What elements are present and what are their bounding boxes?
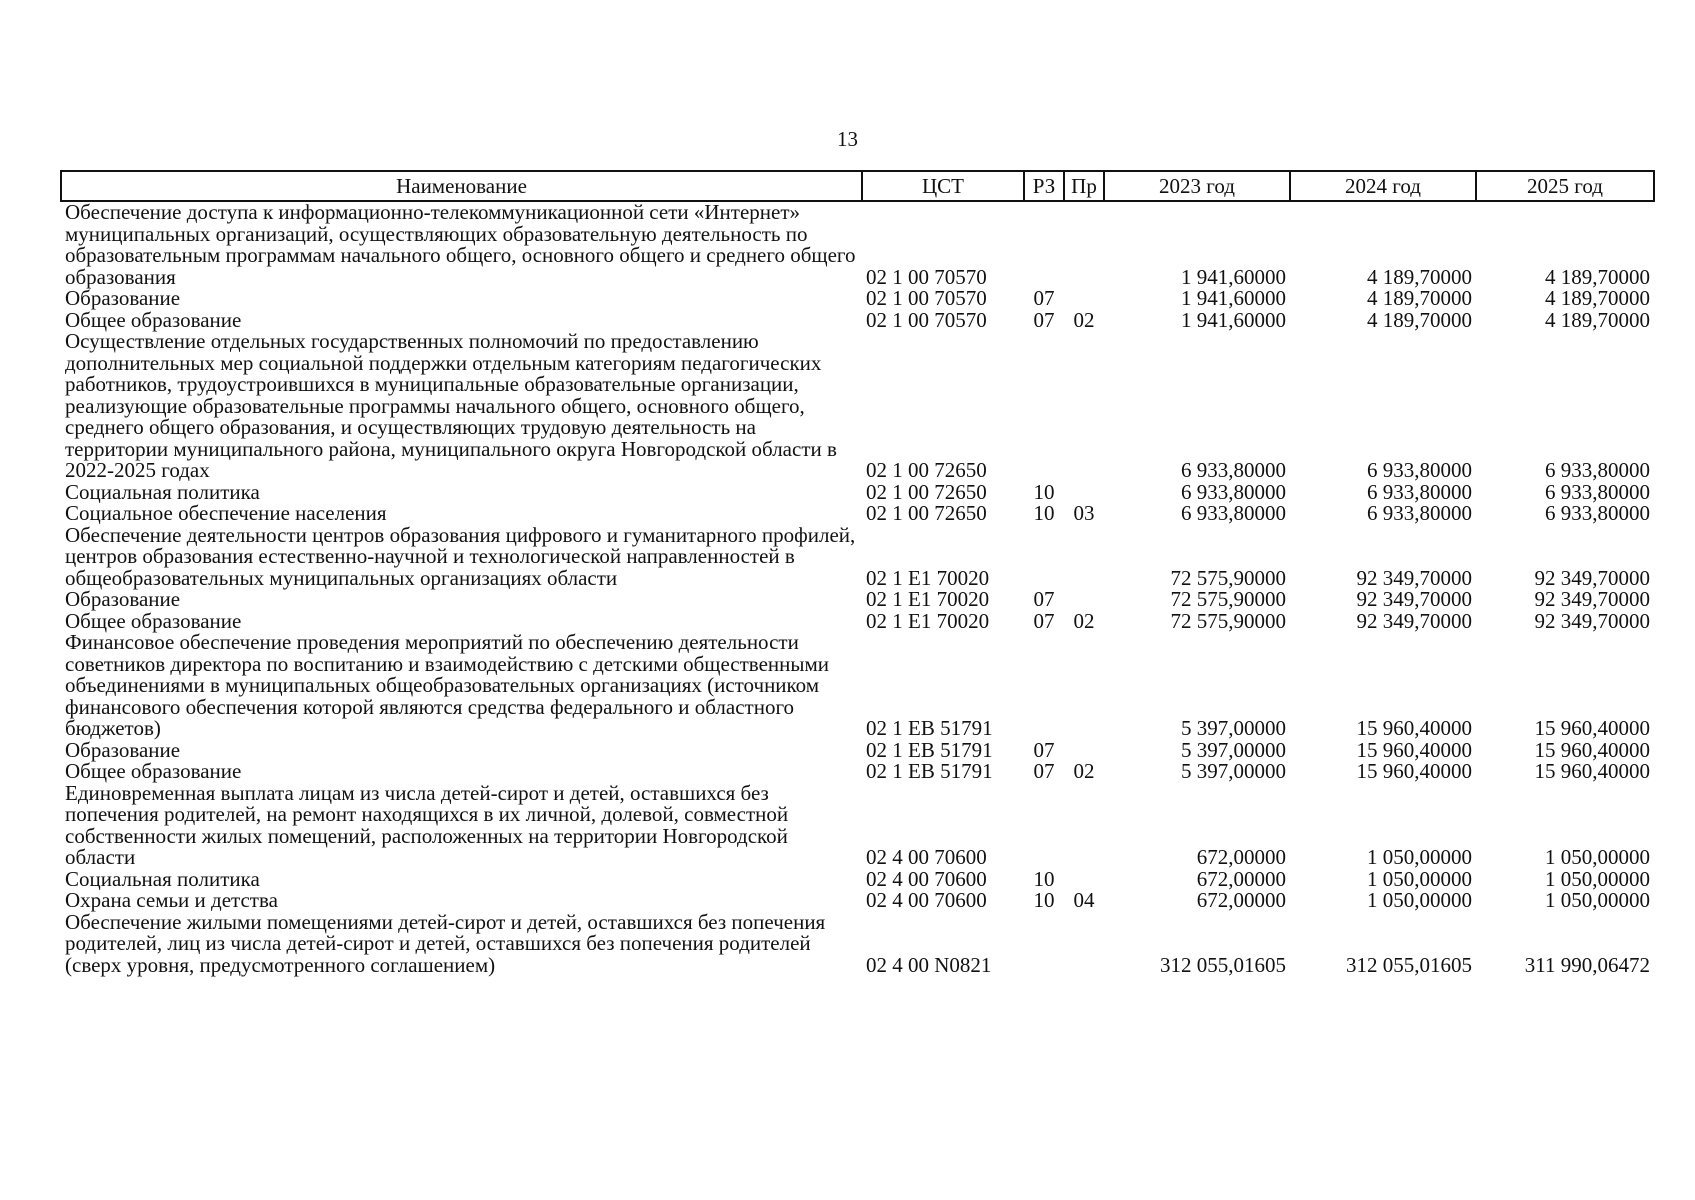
row-value-2024: 15 960,40000: [1356, 737, 1472, 762]
row-rz: 07: [1033, 608, 1055, 633]
row-rz: 10: [1033, 866, 1055, 891]
row-value-2023: 72 575,90000: [1170, 565, 1286, 590]
row-pr: [1064, 482, 1104, 504]
row-cst: 02 1 EB 51791: [866, 716, 993, 740]
row-value-2023: 72 575,90000: [1170, 608, 1286, 633]
row-value-2023: 672,00000: [1196, 845, 1286, 869]
row-pr: [1064, 632, 1104, 740]
row-name: Охрана семьи и детства: [65, 888, 278, 912]
row-value-2024: 6 933,80000: [1367, 458, 1472, 482]
row-cst: 02 1 EB 51791: [866, 737, 993, 762]
row-name: Осуществление отдельных государственных полномочий по предоставлению дополнительных мер социальной поддержки отдельным категориям педагогических работников, трудоустроившихся в муниципальные образовательные организации, реализующие образовательные программы начального общего, основного общего, среднего общего образования, и осуществляющих трудовую деятельность на территории муниципального района, муниципального округа Новгородской области в 2022-2025 годах: [65, 329, 837, 482]
row-value-2025: 92 349,70000: [1534, 608, 1650, 633]
row-cst: 02 1 00 72650: [866, 501, 987, 525]
table-row: [61, 869, 1654, 891]
row-pr: [1064, 331, 1104, 482]
row-value-2025: 4 189,70000: [1545, 264, 1650, 289]
header-name: Наименование: [61, 171, 862, 201]
row-value-2025: 92 349,70000: [1534, 565, 1650, 590]
row-value-2025: 6 933,80000: [1545, 479, 1650, 504]
table-row: [61, 525, 1654, 590]
row-pr: [1064, 525, 1104, 590]
page-number: 13: [837, 127, 858, 151]
row-value-2024: 4 189,70000: [1367, 286, 1472, 310]
header-rz: РЗ: [1024, 171, 1064, 201]
row-value-2024: 92 349,70000: [1356, 608, 1472, 633]
row-value-2025: 92 349,70000: [1534, 587, 1650, 611]
table-row: [61, 503, 1654, 525]
header-2023: 2023 год: [1104, 171, 1290, 201]
row-cst: 02 4 00 70600: [866, 845, 987, 869]
row-cst: 02 1 00 72650: [866, 458, 987, 482]
row-pr: [1064, 869, 1104, 891]
row-value-2023: 672,00000: [1196, 888, 1286, 912]
row-value-2025: 1 050,00000: [1545, 866, 1650, 891]
row-cst: 02 1 00 70570: [866, 307, 987, 332]
row-rz: 07: [1033, 307, 1055, 332]
row-value-2023: 312 055,01605: [1160, 952, 1286, 977]
row-rz: [1024, 525, 1064, 590]
row-value-2023: 1 941,60000: [1181, 307, 1286, 332]
row-value-2025: 4 189,70000: [1545, 307, 1650, 332]
table-row: [61, 589, 1654, 611]
row-rz: 07: [1033, 737, 1055, 762]
row-cst: 02 1 00 72650: [866, 479, 987, 504]
row-cst: 02 1 00 70570: [866, 286, 987, 310]
row-name: Общее образование: [65, 608, 242, 633]
row-pr: 03: [1073, 501, 1095, 525]
table-row: [61, 783, 1654, 869]
row-cst: 02 1 E1 70020: [866, 587, 990, 611]
row-pr: [1064, 783, 1104, 869]
row-value-2024: 15 960,40000: [1356, 716, 1472, 740]
row-value-2023: 6 933,80000: [1181, 501, 1286, 525]
header-2024: 2024 год: [1290, 171, 1476, 201]
table-header-row: [61, 171, 1654, 201]
row-value-2025: 6 933,80000: [1545, 501, 1650, 525]
row-value-2025: 15 960,40000: [1534, 716, 1650, 740]
row-cst: 02 4 00 70600: [866, 888, 987, 912]
row-name: Обеспечение доступа к информационно-телекоммуникационной сети «Интернет» муниципальных организаций, осуществляющих образовательную деятельность по образовательным программам начального общего, основного общего и среднего общего образования: [65, 200, 856, 289]
table-row: [61, 890, 1654, 912]
row-value-2023: 5 397,00000: [1181, 759, 1286, 783]
row-rz: [1024, 331, 1064, 482]
header-pr: Пр: [1064, 171, 1104, 201]
row-value-2024: 15 960,40000: [1356, 759, 1472, 783]
row-value-2025: 15 960,40000: [1534, 737, 1650, 762]
row-value-2025: 1 050,00000: [1545, 845, 1650, 869]
row-value-2023: 72 575,90000: [1170, 587, 1286, 611]
header-2025: 2025 год: [1476, 171, 1654, 201]
table-row: [61, 740, 1654, 762]
row-name: Социальная политика: [65, 866, 260, 891]
row-name: Социальная политика: [65, 479, 260, 504]
row-rz: [1024, 783, 1064, 869]
row-cst: 02 4 00 70600: [866, 866, 987, 891]
table-row: [61, 331, 1654, 482]
row-value-2023: 1 941,60000: [1181, 286, 1286, 310]
table-body: [61, 201, 1654, 976]
row-value-2023: 6 933,80000: [1181, 479, 1286, 504]
row-name: Обеспечение деятельности центров образования цифрового и гуманитарного профилей, центров образования естественно-научной и технологической направленностей в общеобразовательных муниципальных организациях области: [65, 522, 856, 590]
row-pr: 04: [1073, 888, 1095, 912]
row-cst: 02 1 E1 70020: [866, 608, 990, 633]
row-rz: [1024, 632, 1064, 740]
row-value-2024: 1 050,00000: [1367, 888, 1472, 912]
row-value-2024: 6 933,80000: [1367, 501, 1472, 525]
row-value-2024: 4 189,70000: [1367, 307, 1472, 332]
row-pr: 02: [1073, 307, 1095, 332]
row-cst: 02 1 EB 51791: [866, 759, 993, 783]
row-value-2025: 311 990,06472: [1524, 952, 1650, 977]
row-name: Образование: [65, 286, 181, 310]
row-pr: 02: [1073, 759, 1095, 783]
row-cst: 02 4 00 N0821: [866, 952, 992, 977]
budget-table: [60, 170, 1655, 976]
row-pr: [1064, 589, 1104, 611]
row-value-2024: 4 189,70000: [1367, 264, 1472, 289]
row-value-2023: 672,00000: [1196, 866, 1286, 891]
row-rz: 10: [1033, 888, 1055, 912]
row-rz: [1024, 201, 1064, 288]
row-name: Обеспечение жилыми помещениями детей-сирот и детей, оставшихся без попечения родителей, лиц из числа детей-сирот и детей, оставшихся без попечения родителей (сверх уровня, предусмотренного соглашением): [65, 909, 826, 977]
table-row: [61, 288, 1654, 310]
row-name: Финансовое обеспечение проведения мероприятий по обеспечению деятельности советников директора по воспитанию и взаимодействию с детскими общественными объединениями в муниципальных общеобразовательных организациях (источником финансового обеспечения которой являются средства федерального и областного бюджетов): [65, 630, 830, 740]
row-value-2025: 1 050,00000: [1545, 888, 1650, 912]
row-pr: [1064, 740, 1104, 762]
row-value-2024: 312 055,01605: [1346, 952, 1472, 977]
row-value-2025: 15 960,40000: [1534, 759, 1650, 783]
row-cst: 02 1 00 70570: [866, 264, 987, 289]
table-row: [61, 201, 1654, 288]
row-name: Общее образование: [65, 307, 242, 332]
row-name: Социальное обеспечение населения: [65, 501, 387, 525]
row-value-2025: 4 189,70000: [1545, 286, 1650, 310]
row-name: Образование: [65, 587, 181, 611]
table-row: [61, 310, 1654, 332]
row-value-2023: 5 397,00000: [1181, 737, 1286, 762]
row-pr: [1064, 288, 1104, 310]
row-rz: 07: [1033, 759, 1055, 783]
row-name: Единовременная выплата лицам из числа детей-сирот и детей, оставшихся без попечения родителей, на ремонт находящихся в их личной, долевой, совместной собственности жилых помещений, расположенных на территории Новгородской области: [65, 780, 789, 869]
table-row: [61, 761, 1654, 783]
row-name: Общее образование: [65, 759, 242, 783]
table-row: [61, 611, 1654, 633]
table-row: [61, 632, 1654, 740]
row-value-2024: 1 050,00000: [1367, 845, 1472, 869]
row-value-2024: 6 933,80000: [1367, 479, 1472, 504]
row-value-2023: 6 933,80000: [1181, 458, 1286, 482]
row-pr: [1064, 201, 1104, 288]
row-rz: 07: [1033, 286, 1055, 310]
table-row: [61, 912, 1654, 977]
row-value-2023: 1 941,60000: [1181, 264, 1286, 289]
row-rz: 10: [1033, 501, 1055, 525]
header-cst: ЦСТ: [862, 171, 1024, 201]
row-value-2023: 5 397,00000: [1181, 716, 1286, 740]
row-value-2024: 92 349,70000: [1356, 587, 1472, 611]
row-pr: 02: [1073, 608, 1095, 633]
row-rz: [1024, 912, 1064, 977]
row-value-2024: 1 050,00000: [1367, 866, 1472, 891]
row-value-2025: 6 933,80000: [1545, 458, 1650, 482]
row-pr: [1064, 912, 1104, 977]
row-name: Образование: [65, 737, 181, 762]
row-rz: 07: [1033, 587, 1055, 611]
row-cst: 02 1 E1 70020: [866, 565, 990, 590]
table-row: [61, 482, 1654, 504]
row-value-2024: 92 349,70000: [1356, 565, 1472, 590]
row-rz: 10: [1033, 479, 1055, 504]
